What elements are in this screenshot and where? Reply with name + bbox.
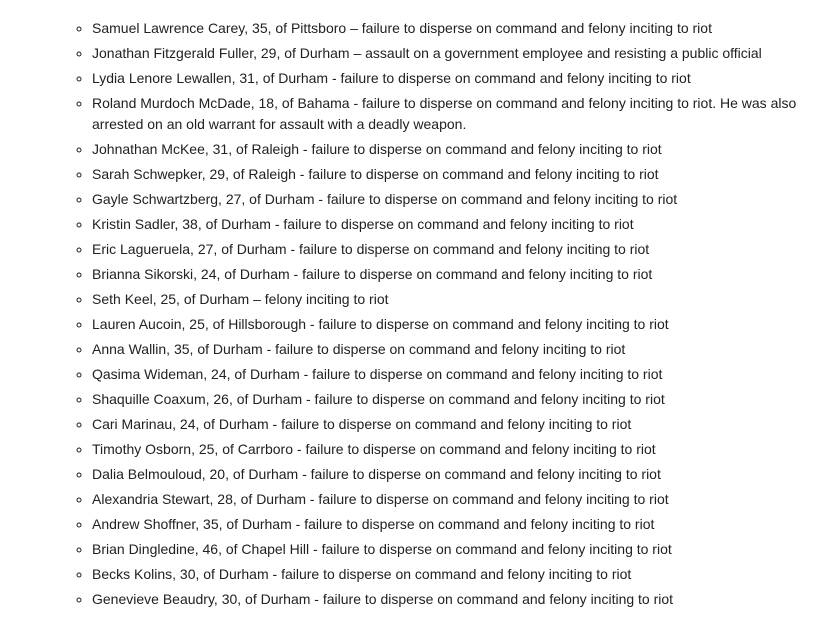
arrest-list-item: ◦ Dalia Belmouloud, 20, of Durham - failure to disperse on command and felony inciting to riot (92, 464, 818, 485)
arrest-list-item: ◦ Seth Keel, 25, of Durham – felony inciting to riot (92, 289, 818, 310)
arrest-list-item: ◦ Shaquille Coaxum, 26, of Durham - failure to disperse on command and felony inciting to riot (92, 389, 818, 410)
arrest-list (0, 18, 818, 610)
arrest-list-item: ◦ Anna Wallin, 35, of Durham - failure to disperse on command and felony inciting to riot (92, 339, 818, 360)
arrest-list-item: ◦ Timothy Osborn, 25, of Carrboro - failure to disperse on command and felony inciting to riot (92, 439, 818, 460)
arrest-list-item: ◦ Lauren Aucoin, 25, of Hillsborough - failure to disperse on command and felony inciting to riot (92, 314, 818, 335)
arrest-list-item: ◦ Becks Kolins, 30, of Durham - failure to disperse on command and felony inciting to riot (92, 564, 818, 585)
arrest-list-item: ◦ Genevieve Beaudry, 30, of Durham - failure to disperse on command and felony inciting to riot (92, 589, 818, 610)
arrest-list-item: ◦ Lydia Lenore Lewallen, 31, of Durham - failure to disperse on command and felony inciting to riot (92, 68, 818, 89)
arrest-list-item: ◦ Johnathan McKee, 31, of Raleigh - failure to disperse on command and felony inciting to riot (92, 139, 818, 160)
arrest-list-item: ◦ Gayle Schwartzberg, 27, of Durham - failure to disperse on command and felony inciting to riot (92, 189, 818, 210)
arrest-list-item: ◦ Brian Dingledine, 46, of Chapel Hill - failure to disperse on command and felony inciting to riot (92, 539, 818, 560)
arrest-list-item: ◦ Eric Lagueruela, 27, of Durham - failure to disperse on command and felony inciting to riot (92, 239, 818, 260)
arrest-list-item: ◦ Kristin Sadler, 38, of Durham - failure to disperse on command and felony inciting to riot (92, 214, 818, 235)
arrest-list-item: ◦ Cari Marinau, 24, of Durham - failure to disperse on command and felony inciting to riot (92, 414, 818, 435)
arrest-list-item: ◦ Brianna Sikorski, 24, of Durham - failure to disperse on command and felony inciting to riot (92, 264, 818, 285)
arrest-list-item: ◦ Alexandria Stewart, 28, of Durham - failure to disperse on command and felony inciting to riot (92, 489, 818, 510)
arrest-list-item: ◦ Jonathan Fitzgerald Fuller, 29, of Durham – assault on a government employee and resisting a public official (92, 43, 818, 64)
arrest-list-item: ◦ Andrew Shoffner, 35, of Durham - failure to disperse on command and felony inciting to riot (92, 514, 818, 535)
arrest-list-item: ◦ Roland Murdoch McDade, 18, of Bahama - failure to disperse on command and felony inciting to riot. He was also arrested on an old warrant for assault with a deadly weapon. (92, 93, 818, 135)
arrest-list-item: ◦ Sarah Schwepker, 29, of Raleigh - failure to disperse on command and felony inciting to riot (92, 164, 818, 185)
arrest-list-item: ◦ Qasima Wideman, 24, of Durham - failure to disperse on command and felony inciting to riot (92, 364, 818, 385)
arrest-list-item: ◦ Samuel Lawrence Carey, 35, of Pittsboro – failure to disperse on command and felony inciting to riot (92, 18, 818, 39)
